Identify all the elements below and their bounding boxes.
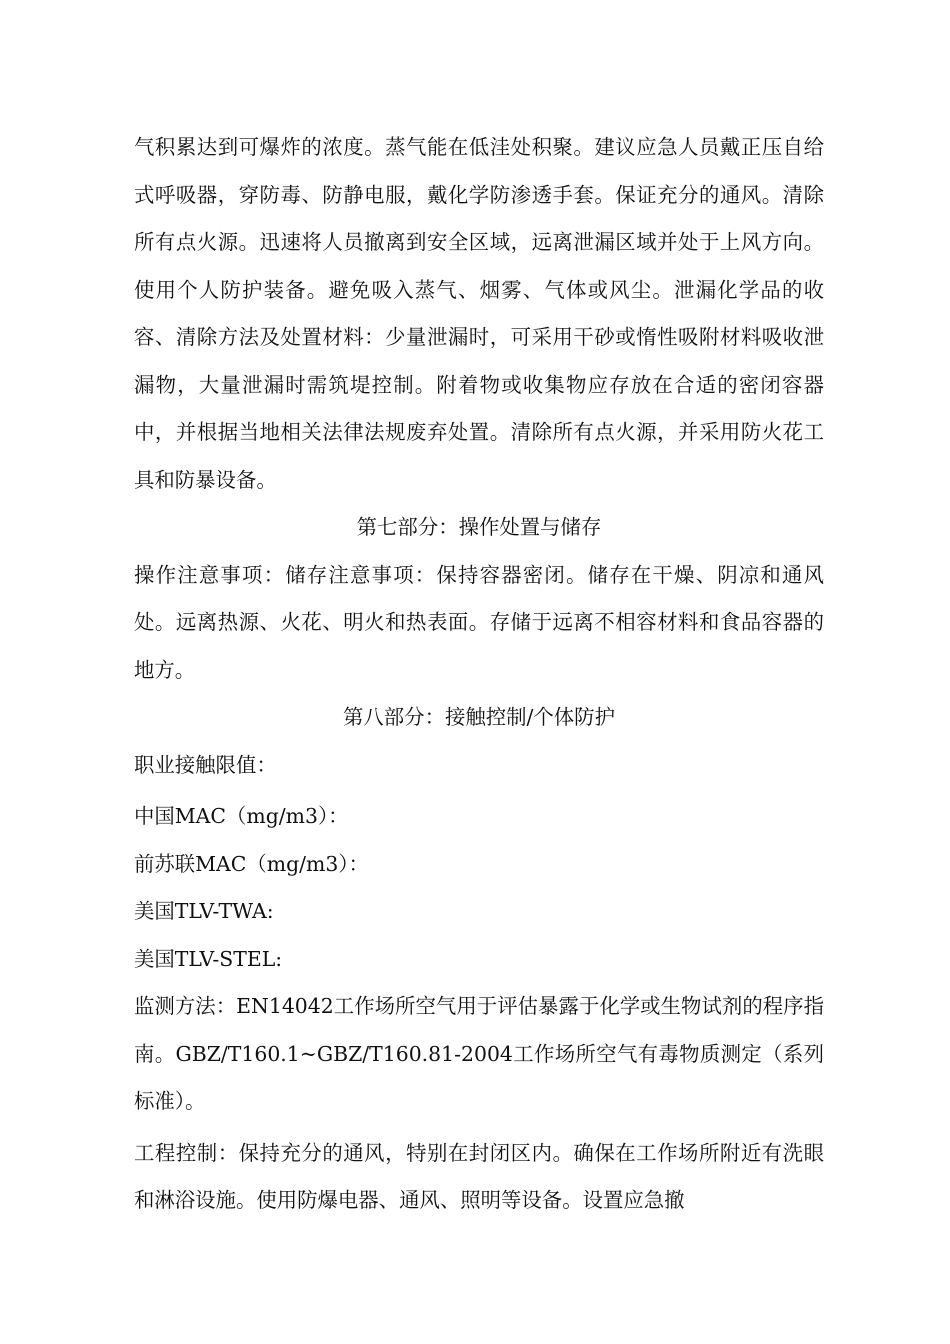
china-mac-field: 中国MAC（mg/m3）：: [134, 804, 349, 828]
us-tlv-stel-field: 美国TLV-STEL:: [134, 946, 283, 971]
section7-title: 第七部分：操作处置与储存: [356, 515, 602, 539]
section6-continuation-paragraph: 气积累达到可爆炸的浓度。蒸气能在低洼处积聚。建议应急人员戴正压自给式呼吸器，穿防毒、防静电服，戴化学防渗透手套。保证充分的通风。清除所有点火源。迅速将人员撤离到安全区域，远离泄漏区域并处于上风方向。使用个人防护装备。避免吸入蒸气、烟雾、气体或风尘。泄漏化学品的收容、清除方法及处置材料：少量泄漏时，可采用干砂或惰性吸附材料吸收泄漏物，大量泄漏时需筑堤控制。附着物或收集物应存放在合适的密闭容器中，并根据当地相关法律法规废弃处置。清除所有点火源，并采用防火花工具和防暴设备。: [134, 135, 824, 492]
exposure-limits-label: 职业接触限值：: [134, 752, 277, 777]
monitoring-method-paragraph: 监测方法：EN14042工作场所空气用于评估暴露于化学或生物试剂的程序指南。GBZ/T160.1~GBZ/T160.81-2004工作场所空气有毒物质测定（系列标准）。: [134, 994, 824, 1113]
us-tlv-twa-field: 美国TLV-TWA:: [134, 899, 274, 923]
section8-title: 第八部分：接触控制/个体防护: [343, 705, 615, 729]
engineering-control-paragraph: 工程控制：保持充分的通风，特别在封闭区内。确保在工作场所附近有洗眼和淋浴设施。使用防爆电器、通风、照明等设备。设置应急撤: [134, 1140, 824, 1212]
ussr-mac-field: 前苏联MAC（mg/m3）：: [134, 851, 369, 876]
document-page: [134, 124, 824, 1225]
section7-body-paragraph: 操作注意事项：储存注意事项：保持容器密闭。储存在干燥、阴凉和通风处。远离热源、火花、明火和热表面。存储于远离不相容材料和食品容器的地方。: [134, 562, 824, 682]
